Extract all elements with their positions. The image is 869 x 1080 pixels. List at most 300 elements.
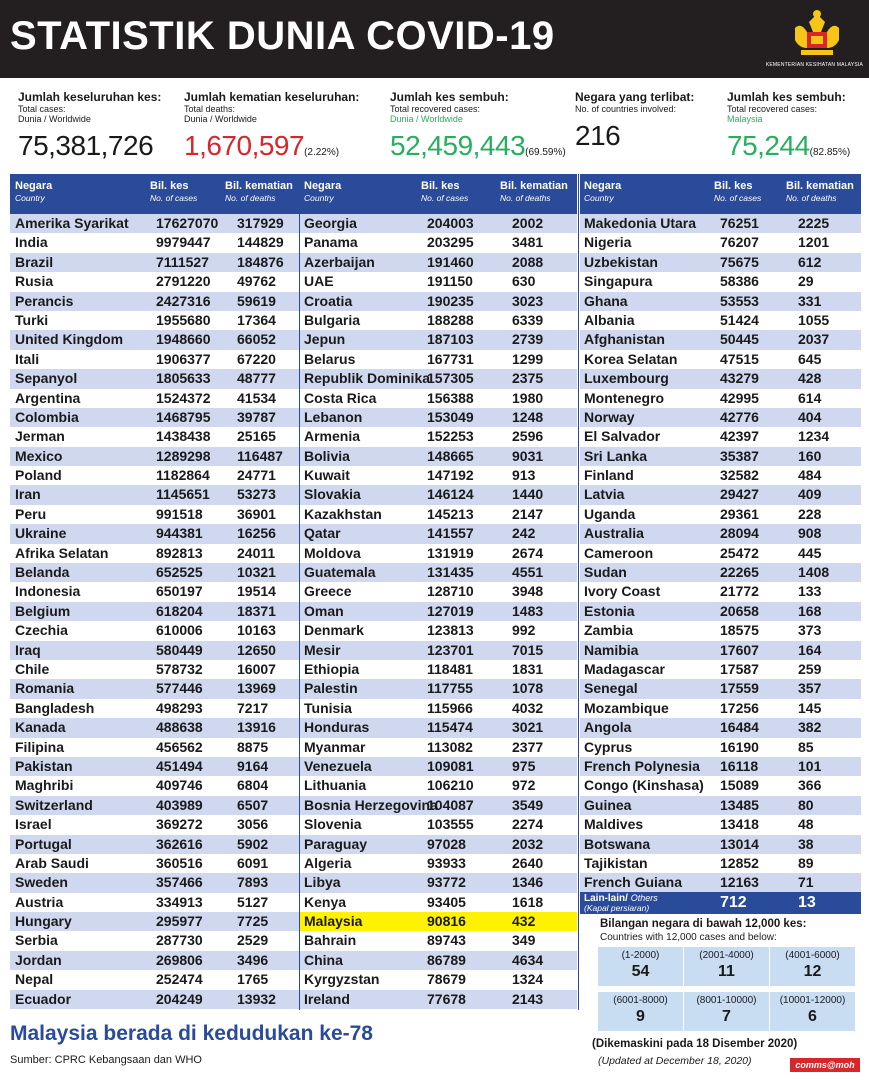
country-name: Myanmar (304, 738, 366, 755)
case-count: 90816 (427, 913, 466, 930)
case-count: 43279 (720, 370, 759, 387)
others-row (580, 892, 861, 914)
death-count: 2596 (512, 428, 544, 445)
country-name: French Polynesia (584, 757, 700, 774)
table-row (580, 330, 861, 349)
case-count: 650197 (156, 583, 203, 600)
case-count: 577446 (156, 680, 203, 697)
country-name: Panama (304, 234, 358, 251)
table-row (299, 796, 577, 815)
summary-value (390, 130, 566, 162)
summary-sub: Total recovered cases: (390, 104, 481, 114)
country-name: Venezuela (304, 757, 372, 774)
country-name: Georgia (304, 215, 357, 231)
case-count: 2791220 (156, 273, 211, 290)
death-count: 445 (798, 544, 822, 561)
column-header-country (584, 180, 621, 203)
column-header-label: Negara (304, 180, 342, 192)
country-name: Uzbekistan (584, 253, 658, 270)
case-count: 42776 (720, 408, 759, 425)
case-count: 13014 (720, 835, 759, 852)
death-count: 160 (798, 447, 822, 464)
column-divider (299, 174, 300, 1010)
table-row (299, 563, 577, 582)
table-row (10, 912, 299, 931)
death-count: 9164 (237, 757, 269, 774)
column-header-cases (421, 180, 468, 203)
death-count: 1440 (512, 486, 544, 503)
country-name: Australia (584, 525, 644, 542)
death-count: 2032 (512, 835, 544, 852)
case-count: 28094 (720, 525, 759, 542)
death-count: 913 (512, 467, 536, 484)
death-count: 614 (798, 389, 822, 406)
death-count: 3549 (512, 796, 544, 813)
table-body (10, 214, 299, 1009)
table-row (299, 544, 577, 563)
case-count: 157305 (427, 370, 474, 387)
death-count: 7725 (237, 913, 269, 930)
table-row (580, 272, 861, 291)
case-count: 128710 (427, 583, 474, 600)
case-count: 12163 (720, 874, 759, 891)
table-row (10, 214, 299, 233)
case-count: 362616 (156, 835, 203, 852)
death-count: 2640 (512, 854, 544, 871)
case-count: 93933 (427, 854, 466, 871)
case-count: 1955680 (156, 311, 211, 328)
case-count: 652525 (156, 564, 203, 581)
death-count: 2739 (512, 331, 544, 348)
case-count: 115474 (427, 719, 473, 736)
death-count: 3481 (512, 234, 544, 251)
country-name: Sepanyol (15, 370, 78, 387)
others-sub: (Kapal persiaran) (584, 903, 650, 913)
country-name: Moldova (304, 544, 361, 561)
case-count: 42995 (720, 389, 759, 406)
death-count: 2274 (512, 816, 544, 833)
death-count: 53273 (237, 486, 276, 503)
summary-sub: Total cases: (18, 104, 66, 114)
country-name: Qatar (304, 525, 341, 542)
case-count: 1805633 (156, 370, 211, 387)
case-count: 204003 (427, 215, 474, 231)
death-count: 1765 (237, 971, 269, 988)
column-header-label: Bil. kematian (225, 180, 293, 192)
country-name: Albania (584, 311, 635, 328)
table-row (299, 912, 577, 931)
table-row (580, 621, 861, 640)
table-row (299, 873, 577, 892)
death-count: 1201 (798, 234, 830, 251)
table-row (299, 970, 577, 989)
case-count: 409746 (156, 777, 203, 794)
table-row (299, 369, 577, 388)
table-row (10, 466, 299, 485)
case-count: 187103 (427, 331, 474, 348)
table-row (299, 447, 577, 466)
death-count: 4032 (512, 699, 544, 716)
country-name: UAE (304, 273, 334, 290)
summary-value (727, 130, 850, 162)
country-name: Oman (304, 602, 344, 619)
others-cases: 712 (720, 894, 747, 911)
death-count: 908 (798, 525, 822, 542)
range-count: 12 (803, 963, 822, 980)
death-count: 6339 (512, 311, 544, 328)
table-row (10, 485, 299, 504)
table-row (299, 815, 577, 834)
case-count: 77678 (427, 990, 466, 1007)
case-count: 190235 (427, 292, 474, 309)
case-count: 456562 (156, 738, 203, 755)
case-count: 944381 (156, 525, 203, 542)
country-name: Makedonia Utara (584, 215, 697, 231)
country-name: Kanada (15, 719, 66, 736)
death-count: 10321 (237, 564, 276, 581)
table-row (580, 679, 861, 698)
table-row (10, 253, 299, 272)
death-count: 49762 (237, 273, 276, 290)
range-label: (1-2000) (621, 950, 660, 961)
death-count: 6091 (237, 854, 269, 871)
case-count: 89743 (427, 932, 466, 949)
table-row (10, 641, 299, 660)
table-row (10, 970, 299, 989)
crest-icon (787, 8, 847, 60)
range-label: (8001-10000) (696, 995, 757, 1006)
country-name: China (304, 951, 343, 968)
death-count: 3021 (512, 719, 544, 736)
summary-scope: Dunia / Worldwide (184, 114, 257, 124)
table-row (10, 776, 299, 795)
country-table (580, 174, 861, 893)
table-row (10, 621, 299, 640)
death-count: 71 (798, 874, 814, 891)
death-count: 382 (798, 719, 822, 736)
death-count: 1980 (512, 389, 544, 406)
case-count: 42397 (720, 428, 759, 445)
table-row (299, 214, 577, 233)
country-name: El Salvador (584, 428, 661, 445)
column-header-label-en: No. of cases (421, 193, 469, 203)
table-row (10, 427, 299, 446)
case-count: 47515 (720, 350, 759, 367)
death-count: 16256 (237, 525, 276, 542)
death-count: 404 (798, 408, 822, 425)
country-name: Bosnia Herzegovina (304, 796, 438, 813)
column-header-deaths (225, 180, 293, 203)
death-count: 2225 (798, 215, 830, 231)
summary-block (184, 90, 359, 162)
country-table (10, 174, 299, 1009)
country-name: Turki (15, 311, 49, 328)
table-row (580, 427, 861, 446)
case-count: 123813 (427, 622, 474, 639)
table-row (299, 757, 577, 776)
case-count: 115966 (427, 699, 473, 716)
case-count: 117755 (427, 680, 473, 697)
summary-percent: (69.59%) (525, 147, 566, 158)
case-count: 360516 (156, 854, 203, 871)
death-count: 5127 (237, 893, 269, 910)
table-row (580, 233, 861, 252)
table-row (10, 544, 299, 563)
table-body (580, 214, 861, 893)
death-count: 8875 (237, 738, 269, 755)
case-count: 403989 (156, 796, 203, 813)
country-name: Poland (15, 467, 62, 484)
country-name: Finland (584, 467, 634, 484)
death-count: 259 (798, 660, 822, 677)
death-count: 101 (798, 757, 822, 774)
case-count: 51424 (720, 311, 759, 328)
death-count: 4634 (512, 951, 544, 968)
death-count: 16007 (237, 660, 276, 677)
case-count: 203295 (427, 234, 474, 251)
country-name: Palestin (304, 680, 358, 697)
table-row (580, 485, 861, 504)
table-row (10, 815, 299, 834)
death-count: 3496 (237, 951, 269, 968)
country-name: Tunisia (304, 699, 352, 716)
range-count: 9 (636, 1008, 645, 1025)
column-header-cases (150, 180, 197, 203)
table-row (580, 602, 861, 621)
table-row (299, 233, 577, 252)
country-name: Jordan (15, 951, 62, 968)
summary-sub: Total deaths: (184, 104, 236, 114)
column-header-label: Negara (584, 180, 622, 192)
summary-number: 52,459,443 (390, 130, 526, 161)
table-row (580, 544, 861, 563)
death-count: 2088 (512, 253, 544, 270)
case-count: 131435 (427, 564, 474, 581)
table-row (299, 776, 577, 795)
summary-percent: (2.22%) (304, 147, 340, 158)
updated-text-en: (Updated at December 18, 2020) (598, 1055, 752, 1067)
country-name: Montenegro (584, 389, 665, 406)
table-row (580, 563, 861, 582)
death-count: 1831 (512, 660, 544, 677)
country-name: Chile (15, 660, 50, 677)
country-name: Jerman (15, 428, 65, 445)
death-count: 184876 (237, 253, 284, 270)
table-row (580, 292, 861, 311)
table-row (299, 951, 577, 970)
death-count: 18371 (237, 602, 276, 619)
case-count: 1289298 (156, 447, 211, 464)
death-count: 66052 (237, 331, 276, 348)
country-name: Costa Rica (304, 389, 377, 406)
column-header-cases (714, 180, 761, 203)
country-name: Senegal (584, 680, 638, 697)
case-count: 53553 (720, 292, 759, 309)
country-name: Madagascar (584, 660, 665, 677)
case-count: 141557 (427, 525, 474, 542)
column-header-deaths (500, 180, 568, 203)
table-row (10, 233, 299, 252)
case-count: 188288 (427, 311, 474, 328)
case-count: 103555 (427, 816, 474, 833)
table-row (299, 292, 577, 311)
table-row (580, 447, 861, 466)
table-row (299, 524, 577, 543)
country-name: Portugal (15, 835, 72, 852)
death-count: 432 (512, 913, 536, 930)
country-name: Filipina (15, 738, 64, 755)
case-count: 191460 (427, 253, 474, 270)
death-count: 29 (798, 273, 814, 290)
death-count: 2147 (512, 505, 544, 522)
country-name: Croatia (304, 292, 353, 309)
death-count: 6804 (237, 777, 269, 794)
country-name: Bahrain (304, 932, 357, 949)
table-row (299, 893, 577, 912)
table-row (299, 660, 577, 679)
column-header-deaths (786, 180, 854, 203)
death-count: 116487 (237, 447, 283, 464)
range-label: (2001-4000) (699, 950, 754, 961)
death-count: 992 (512, 622, 536, 639)
column-header-label-en: No. of deaths (786, 193, 837, 203)
country-name: Latvia (584, 486, 625, 503)
death-count: 5902 (237, 835, 269, 852)
table-row (299, 330, 577, 349)
below-title: Bilangan negara di bawah 12,000 kes: (600, 918, 807, 930)
case-count: 17607 (720, 641, 759, 658)
death-count: 975 (512, 757, 536, 774)
case-count: 35387 (720, 447, 759, 464)
death-count: 1078 (512, 680, 544, 697)
death-count: 1483 (512, 602, 544, 619)
case-count: 86789 (427, 951, 466, 968)
country-name: Ghana (584, 292, 628, 309)
table-row (580, 369, 861, 388)
country-name: Republik Dominika (304, 370, 431, 387)
country-name: Belarus (304, 350, 356, 367)
summary-label: Jumlah kematian keseluruhan: (184, 90, 360, 104)
case-count: 498293 (156, 699, 203, 716)
case-count: 167731 (427, 350, 474, 367)
summary-label: Jumlah kes sembuh: (390, 90, 509, 104)
table-row (10, 389, 299, 408)
table-row (580, 776, 861, 795)
table-row (580, 350, 861, 369)
country-name: Romania (15, 680, 75, 697)
death-count: 59619 (237, 292, 276, 309)
case-count: 76207 (720, 234, 759, 251)
table-row (299, 854, 577, 873)
table-row (10, 699, 299, 718)
range-count: 7 (722, 1008, 731, 1025)
summary-value (18, 130, 161, 162)
death-count: 2143 (512, 990, 544, 1007)
range-label: (6001-8000) (613, 995, 668, 1006)
table-row (580, 796, 861, 815)
death-count: 7015 (512, 641, 544, 658)
country-name: Ukraine (15, 525, 67, 542)
summary-label: Negara yang terlibat: (575, 90, 695, 104)
table-row (10, 757, 299, 776)
range-label: (4001-6000) (785, 950, 840, 961)
death-count: 228 (798, 505, 822, 522)
table-row (10, 893, 299, 912)
case-count: 618204 (156, 602, 203, 619)
country-name: Sudan (584, 564, 627, 581)
table-row (299, 699, 577, 718)
death-count: 24011 (237, 544, 276, 561)
case-count: 269806 (156, 951, 203, 968)
summary-number: 1,670,597 (184, 130, 305, 161)
case-count: 29361 (720, 505, 759, 522)
table-row (299, 621, 577, 640)
death-count: 645 (798, 350, 822, 367)
death-count: 1408 (798, 564, 830, 581)
column-header-label-en: No. of cases (150, 193, 198, 203)
country-name: Mexico (15, 447, 63, 464)
death-count: 331 (798, 292, 822, 309)
country-name: Lebanon (304, 408, 363, 425)
country-name: Slovakia (304, 486, 361, 503)
country-name: French Guiana (584, 874, 683, 891)
country-name: Kyrgyzstan (304, 971, 380, 988)
country-name: Korea Selatan (584, 350, 678, 367)
case-count: 93772 (427, 874, 466, 891)
malaysia-rank: Malaysia berada di kedudukan ke-78 (10, 1022, 373, 1045)
death-count: 484 (798, 467, 822, 484)
case-count: 22265 (720, 564, 759, 581)
table-row (299, 990, 577, 1009)
country-name: Mesir (304, 641, 341, 658)
summary-label: Jumlah kes sembuh: (727, 90, 846, 104)
case-count: 295977 (156, 913, 203, 930)
case-count: 147192 (427, 467, 474, 484)
case-count: 357466 (156, 874, 203, 891)
table-row (299, 466, 577, 485)
summary-number: 216 (575, 120, 621, 151)
death-count: 630 (512, 273, 536, 290)
table-row (299, 427, 577, 446)
case-count: 1145651 (156, 486, 210, 503)
country-name: Botswana (584, 835, 651, 852)
column-header-label-en: No. of cases (714, 193, 762, 203)
case-count: 18575 (720, 622, 759, 639)
death-count: 3948 (512, 583, 544, 600)
summary-number: 75,381,726 (18, 130, 154, 161)
death-count: 1299 (512, 350, 544, 367)
table-row (580, 311, 861, 330)
crest-label: KEMENTERIAN KESIHATAN MALAYSIA (765, 62, 863, 68)
death-count: 36901 (237, 505, 276, 522)
header-bar (0, 0, 869, 78)
column-header-country (304, 180, 341, 203)
case-count: 580449 (156, 641, 203, 658)
country-name: Angola (584, 719, 632, 736)
case-count: 21772 (720, 583, 759, 600)
table-row (10, 582, 299, 601)
column-header-label: Bil. kematian (786, 180, 854, 192)
country-name: Armenia (304, 428, 361, 445)
table-row (580, 582, 861, 601)
country-name: Lithuania (304, 777, 367, 794)
country-name: Amerika Syarikat (15, 215, 129, 231)
column-header-label: Bil. kematian (500, 180, 568, 192)
column-header-label-en: No. of deaths (225, 193, 276, 203)
column-header-label: Bil. kes (714, 180, 753, 192)
country-name: Denmark (304, 622, 364, 639)
death-count: 13916 (237, 719, 276, 736)
